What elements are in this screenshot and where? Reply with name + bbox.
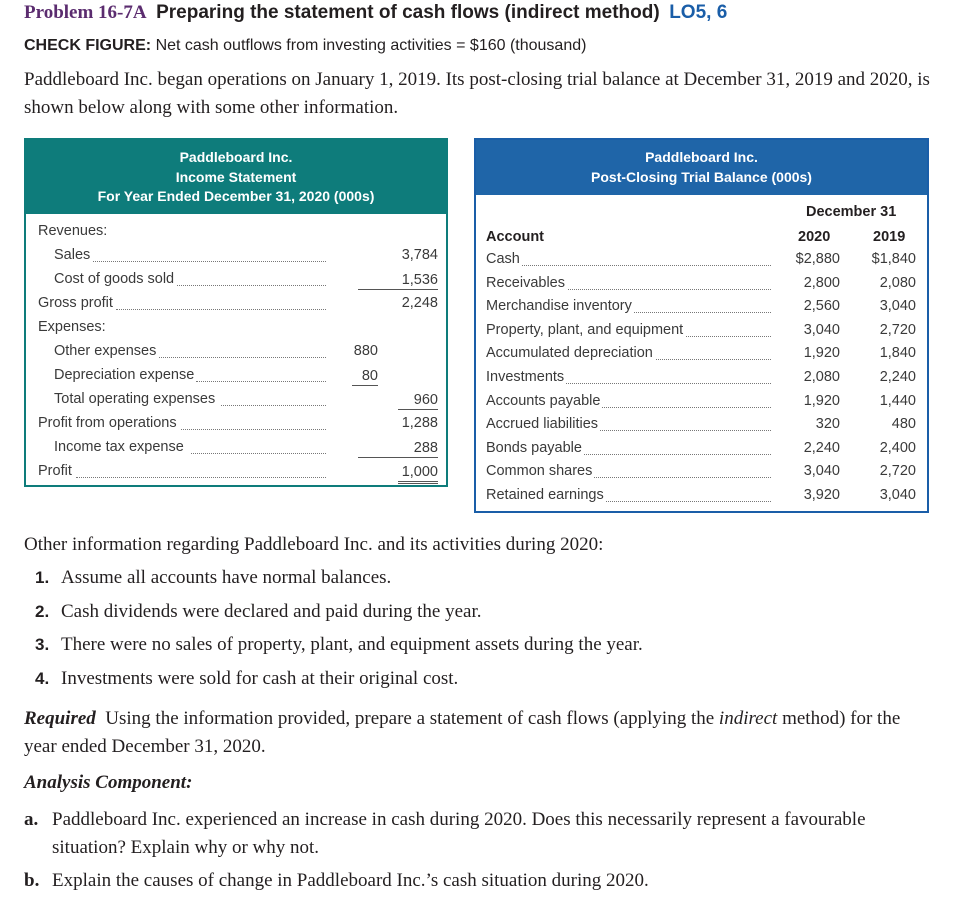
tb-value-2019: 2,720: [879, 321, 916, 338]
tb-value-2020: 3,040: [803, 321, 840, 338]
tb-value-2019: $1,840: [871, 251, 916, 267]
other-info-heading: Other information regarding Paddleboard Inc. and its activities during 2020:: [24, 534, 604, 555]
question-letter: a.: [24, 809, 39, 830]
tb-value-2020: $2,880: [795, 251, 840, 267]
tb-year-2019: 2019: [873, 229, 906, 245]
tb-account: Cash: [486, 251, 520, 267]
tb-account: Accumulated depreciation: [486, 345, 653, 362]
item-text: Investments were sold for cash at their original cost.: [61, 667, 459, 689]
is-tax-value: 288: [358, 439, 438, 458]
analysis-question: [24, 806, 936, 862]
item-text: Assume all accounts have normal balances.: [61, 567, 392, 588]
problem-title: [24, 2, 727, 24]
is-tax-label: Income tax expense: [54, 439, 184, 455]
tb-account: Receivables: [486, 274, 565, 291]
tb-value-2020: 2,240: [803, 439, 840, 456]
is-gross-profit-value: 2,248: [401, 295, 438, 311]
check-figure: [24, 37, 586, 55]
tb-value-2020: 1,920: [803, 345, 840, 362]
question-text: Paddleboard Inc. experienced an increase in cash during 2020. Does this necessarily represent a favourable situation? Explain why or why not.: [52, 809, 866, 858]
is-expenses-label: Expenses:: [38, 319, 106, 335]
tb-value-2019: 2,720: [879, 463, 916, 480]
is-profit-value: 1,000: [398, 463, 438, 484]
is-profit-ops-value: 1,288: [401, 415, 438, 431]
required-emphasis: indirect: [718, 708, 778, 729]
tb-value-2019: 2,080: [879, 274, 916, 291]
problem-number: Problem 16-7A: [24, 2, 147, 23]
tb-value-2019: 1,840: [879, 345, 916, 362]
income-statement-header: [26, 140, 446, 214]
item-number: 3.: [35, 635, 50, 654]
learning-objectives: LO5, 6: [669, 2, 728, 23]
trial-balance: [474, 138, 929, 513]
tb-value-2020: 2,800: [803, 274, 840, 291]
item-number: 1.: [35, 568, 50, 587]
tb-value-2020: 320: [815, 416, 840, 433]
tb-title: Post-Closing Trial Balance (000s): [591, 168, 812, 185]
required-text-before: Using the information provided, prepare a statement of cash flows (applying the: [105, 708, 715, 729]
is-revenues-label: Revenues:: [38, 223, 108, 239]
tb-account: Property, plant, and equipment: [486, 321, 684, 338]
required-text-after: method) for the year ended December 31, 2020.: [24, 708, 901, 757]
check-figure-label: CHECK FIGURE:: [24, 37, 152, 54]
is-cogs-label: Cost of goods sold: [54, 271, 175, 287]
tb-value-2019: 480: [891, 416, 916, 433]
tb-value-2019: 3,040: [879, 298, 916, 315]
trial-balance-header: [476, 140, 927, 195]
is-company: Paddleboard Inc.: [179, 149, 293, 165]
tb-value-2020: 2,080: [803, 369, 840, 385]
is-other-exp-value: 880: [353, 343, 378, 359]
item-number: 4.: [35, 668, 50, 688]
required-section: [24, 705, 936, 761]
tb-account: Merchandise inventory: [486, 298, 632, 315]
tb-value-2019: 3,040: [879, 487, 916, 503]
is-profit-label: Profit: [38, 463, 72, 479]
required-label: Required: [24, 708, 96, 729]
tb-value-2020: 2,560: [803, 298, 840, 315]
tb-account: Investments: [486, 369, 565, 385]
is-sales-value: 3,784: [401, 247, 438, 263]
tb-account: Retained earnings: [486, 487, 604, 503]
tb-value-2019: 2,400: [879, 439, 916, 456]
question-letter: b.: [24, 870, 40, 891]
tb-value-2019: 1,440: [879, 392, 916, 409]
is-other-exp-label: Other expenses: [54, 343, 157, 359]
is-gross-profit-label: Gross profit: [38, 295, 113, 311]
problem-heading: Preparing the statement of cash flows (indirect method): [156, 2, 660, 23]
tb-date-header: December 31: [806, 204, 897, 220]
other-info-item: [35, 668, 458, 690]
is-depr-value: 80: [352, 367, 378, 386]
is-sales-label: Sales: [54, 247, 91, 263]
other-info-item: [35, 601, 482, 623]
tb-account: Common shares: [486, 463, 593, 480]
check-figure-text: Net cash outflows from investing activities = $160 (thousand): [155, 37, 587, 54]
tb-account: Accrued liabilities: [486, 416, 599, 433]
tb-account: Accounts payable: [486, 392, 601, 409]
is-title: Income Statement: [175, 168, 297, 185]
tb-year-2020: 2020: [798, 229, 831, 245]
item-number: 2.: [35, 601, 50, 621]
is-total-opex-value: 960: [398, 391, 438, 410]
tb-company: Paddleboard Inc.: [645, 149, 758, 165]
tb-value-2020: 1,920: [803, 392, 840, 409]
tb-value-2020: 3,040: [803, 463, 840, 480]
is-cogs-value: 1,536: [358, 271, 438, 290]
income-statement: [24, 138, 448, 487]
analysis-heading: Analysis Component:: [24, 772, 193, 793]
tb-value-2020: 3,920: [803, 487, 840, 503]
item-text: Cash dividends were declared and paid during the year.: [61, 600, 482, 622]
tb-account: Bonds payable: [486, 439, 582, 456]
tb-account-header: Account: [486, 229, 544, 245]
is-depr-label: Depreciation expense: [54, 367, 195, 383]
intro-paragraph: Paddleboard Inc. began operations on January 1, 2019. Its post-closing trial balance at December 31, 2019 and 2020, is shown below along with some other information.: [24, 69, 930, 118]
question-text: Explain the causes of change in Paddleboard Inc.’s cash situation during 2020.: [52, 870, 649, 891]
other-info-item: [35, 567, 391, 589]
analysis-question: [24, 867, 936, 895]
is-period: For Year Ended December 31, 2020 (000s): [97, 188, 375, 204]
other-info-item: [35, 634, 643, 656]
is-profit-ops-label: Profit from operations: [38, 415, 177, 431]
tb-value-2019: 2,240: [879, 369, 916, 385]
item-text: There were no sales of property, plant, and equipment assets during the year.: [61, 634, 643, 655]
is-total-opex-label: Total operating expenses: [54, 391, 216, 407]
